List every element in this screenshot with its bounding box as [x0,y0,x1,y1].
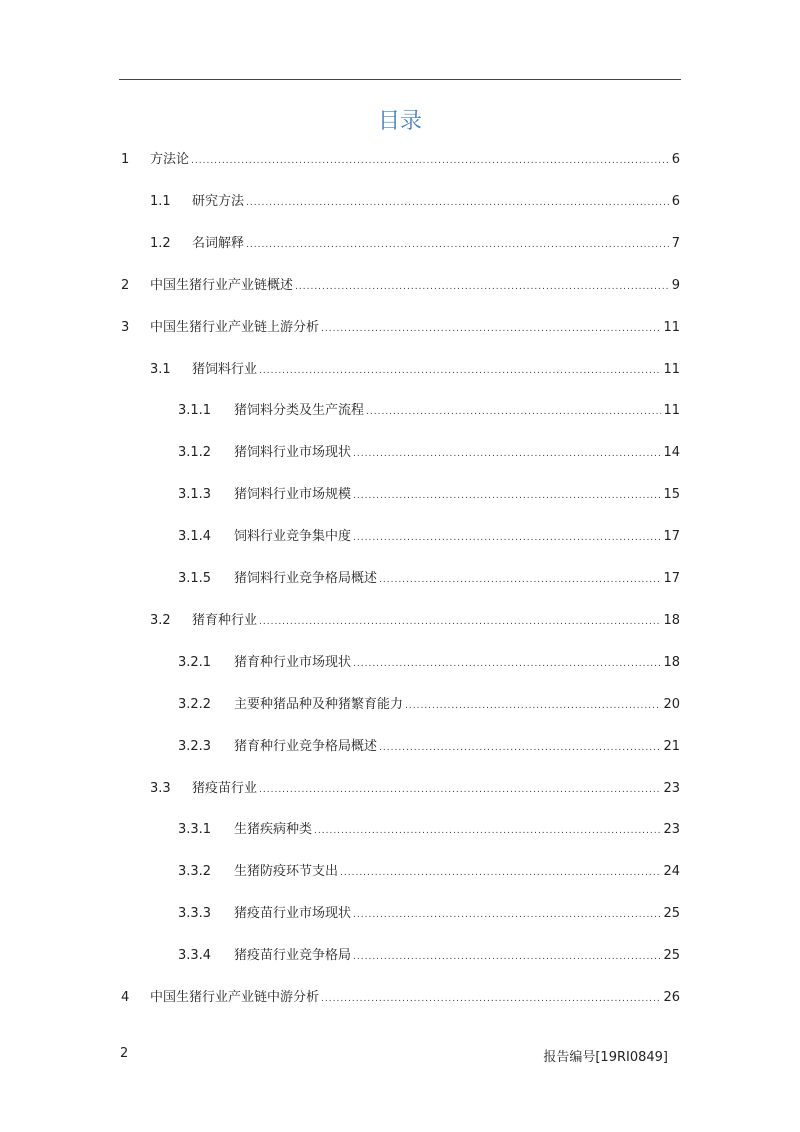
toc-dot-leader [295,277,670,297]
toc-entry[interactable] [178,695,680,715]
toc-dot-leader [259,780,661,800]
toc-entry[interactable] [178,401,680,421]
toc-entry-page: 7 [671,235,680,251]
toc-entry-number: 3.1.1 [178,403,212,419]
toc-entry[interactable] [178,820,680,840]
toc-entry-page: 24 [663,864,680,880]
toc-dot-leader [340,863,661,883]
toc-entry-page: 18 [663,654,680,670]
toc-entry-number: 1.1 [150,193,171,209]
toc-entry-title: 名词解释 [192,235,245,251]
toc-entry-number: 3.3.1 [178,822,212,838]
toc-entry-number: 1.2 [150,235,171,251]
toc-dot-leader [379,738,661,758]
toc-entry[interactable] [150,611,680,631]
toc-entry-title: 猪饲料行业市场规模 [234,487,352,503]
footer-page-number: 2 [120,1046,129,1061]
toc-entry[interactable] [150,779,680,799]
toc-dot-leader [353,444,661,464]
toc-entry[interactable] [121,150,680,170]
toc-dot-leader [353,905,661,925]
toc-entry-number: 2 [121,277,130,293]
toc-entry-title: 饲料行业竞争集中度 [234,529,352,545]
toc-entry-page: 17 [663,571,680,586]
toc-dot-leader [314,821,661,841]
toc-entry-title: 方法论 [150,152,190,167]
toc-entry-title: 猪育种行业 [192,612,258,628]
toc-entry-page: 6 [671,152,680,167]
toc-entry-title: 猪疫苗行业市场现状 [234,906,352,922]
toc-entry-title: 猪疫苗行业 [192,780,258,796]
toc-entry-number: 4 [121,990,130,1005]
toc-entry[interactable] [178,946,680,966]
toc-entry[interactable] [150,360,680,380]
toc-dot-leader [379,570,661,590]
toc-entry-page: 25 [663,948,680,964]
toc-dot-leader [366,402,661,422]
toc-entry-number: 3.3 [150,780,171,796]
toc-entry-title: 研究方法 [192,193,245,209]
toc-dot-leader [321,319,661,339]
toc-entry[interactable] [178,737,680,757]
toc-entry-number: 3.1.2 [178,445,212,461]
toc-entry-page: 26 [663,990,680,1005]
toc-entry-page: 9 [671,277,680,293]
toc-entry-page: 18 [663,612,680,628]
toc-entry-number: 3.3.4 [178,948,212,964]
toc-entry-number: 3.3.2 [178,864,212,880]
toc-entry-number: 3.2 [150,612,171,628]
toc-dot-leader [353,947,661,967]
toc-entry-page: 6 [671,193,680,209]
toc-dot-leader [246,235,670,255]
toc-entry[interactable] [121,988,680,1008]
toc-entry-page: 14 [663,445,680,461]
toc-entry-title: 生猪防疫环节支出 [234,864,339,880]
toc-entry[interactable] [121,276,680,296]
toc-entry-page: 23 [663,822,680,838]
toc-dot-leader [191,151,670,171]
toc-entry-title: 猪饲料分类及生产流程 [234,403,365,419]
toc-entry-page: 25 [663,906,680,922]
toc-dot-leader [259,361,661,381]
toc-entry-number: 3 [121,319,130,335]
toc-entry[interactable] [178,862,680,882]
toc-entry[interactable] [150,192,680,212]
toc-entry-number: 3.2.1 [178,654,212,670]
toc-entry-title: 生猪疾病种类 [234,822,313,838]
toc-entry[interactable] [150,234,680,254]
toc-dot-leader [321,989,661,1009]
toc-entry-title: 猪饲料行业市场现状 [234,445,352,461]
toc-entry[interactable] [178,653,680,673]
toc-entry-page: 11 [663,361,680,377]
toc-entry-page: 17 [663,529,680,545]
toc-entry-page: 20 [663,696,680,712]
toc-entry[interactable] [178,527,680,547]
toc-entry[interactable] [178,485,680,505]
toc-entry-page: 21 [663,738,680,754]
toc-entry-number: 3.3.3 [178,906,212,922]
toc-dot-leader [246,193,670,213]
toc-entry-page: 15 [663,487,680,503]
toc-entry-page: 23 [663,780,680,796]
toc-entry[interactable] [178,904,680,924]
toc-entry-page: 11 [663,403,680,419]
toc-entry-number: 1 [121,152,130,167]
toc-dot-leader [353,486,661,506]
toc-entry-title: 中国生猪行业产业链概述 [150,277,294,293]
toc-entry-number: 3.1 [150,361,171,377]
toc-dot-leader [353,528,661,548]
toc-entry-number: 3.1.4 [178,529,212,545]
toc-entry-title: 猪育种行业市场现状 [234,654,352,670]
toc-entry-page: 11 [663,319,680,335]
toc-entry-number: 3.1.5 [178,571,212,586]
toc-entry-title: 猪饲料行业 [192,361,258,377]
toc-entry-title: 猪育种行业竞争格局概述 [234,738,378,754]
toc-entry[interactable] [178,569,680,589]
footer-report-id: 报告编号[19RI0849] [543,1050,668,1065]
toc-entry-number: 3.1.3 [178,487,212,503]
toc-entry-number: 3.2.3 [178,738,212,754]
toc-entry-title: 主要种猪品种及种猪繁育能力 [234,696,404,712]
toc-entry-title: 猪疫苗行业竞争格局 [234,948,352,964]
toc-dot-leader [259,612,661,632]
toc-entry-title: 中国生猪行业产业链中游分析 [150,990,320,1005]
toc-dot-leader [405,696,661,716]
toc-title: 目录 [377,109,422,134]
toc-entry[interactable] [121,318,680,338]
toc-entry[interactable] [178,443,680,463]
header-rule [119,79,681,80]
toc-entry-number: 3.2.2 [178,696,212,712]
toc-dot-leader [353,654,661,674]
toc-entry-title: 猪饲料行业竞争格局概述 [234,571,378,586]
toc-entry-title: 中国生猪行业产业链上游分析 [150,319,320,335]
